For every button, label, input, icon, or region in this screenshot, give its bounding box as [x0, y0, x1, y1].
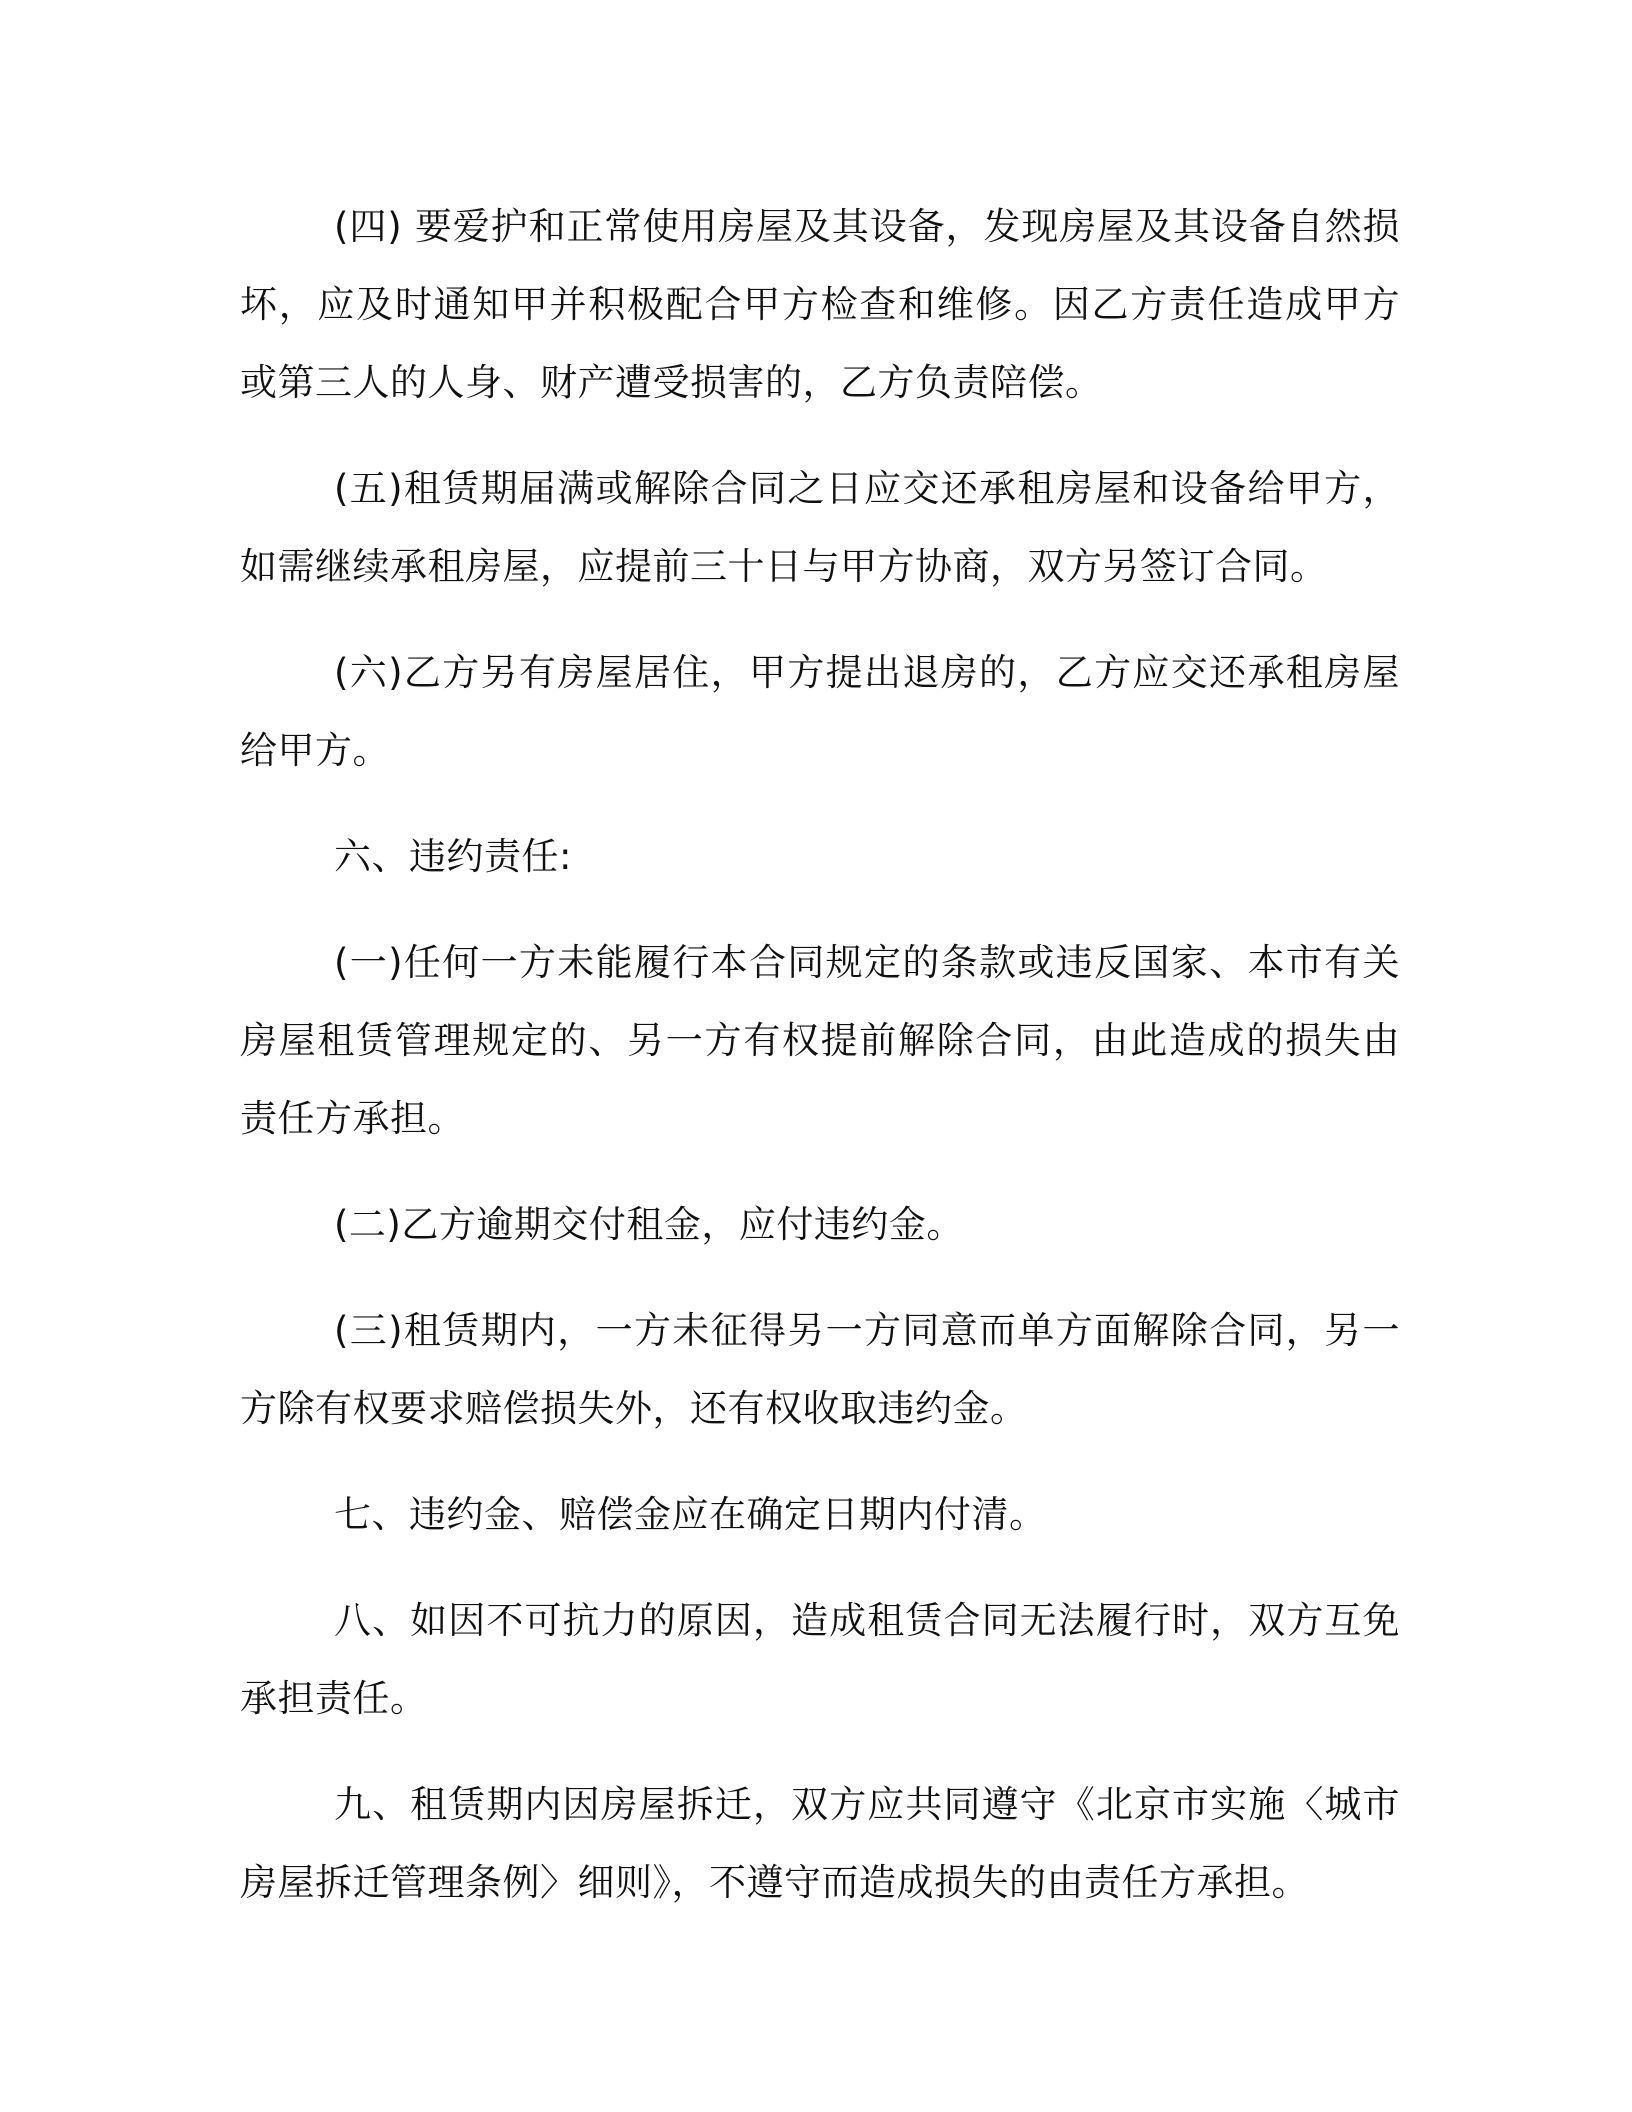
paragraph-breach-1: (一)任何一方未能履行本合同规定的条款或违反国家、本市有关房屋租赁管理规定的、另一方有权提前解除合同，由此造成的损失由责任方承担。: [240, 941, 1400, 1140]
document-page: [240, 188, 1400, 1950]
paragraph-breach-2: (二)乙方逾期交付租金，应付违约金。: [334, 1203, 964, 1246]
section-penalty-payment: 七、违约金、赔偿金应在确定日期内付清。: [334, 1493, 1047, 1536]
paragraph-clause-5: (五)租赁期届满或解除合同之日应交还承租房屋和设备给甲方，如需继续承租房屋，应提前三十日与甲方协商，双方另签订合同。: [240, 467, 1400, 588]
paragraph-breach-3: (三)租赁期内，一方未征得另一方同意而单方面解除合同，另一方除有权要求赔偿损失外，还有权收取违约金。: [240, 1309, 1400, 1430]
paragraph-clause-6: (六)乙方另有房屋居住，甲方提出退房的，乙方应交还承租房屋给甲方。: [240, 651, 1400, 772]
section-demolition: 九、租赁期内因房屋拆迁，双方应共同遵守《北京市实施〈城市房屋拆迁管理条例〉细则》，不遵守而造成损失的由责任方承担。: [240, 1783, 1400, 1904]
section-heading-breach-liability: 六、违约责任:: [334, 835, 572, 878]
paragraph-clause-4: (四) 要爱护和正常使用房屋及其设备，发现房屋及其设备自然损坏，应及时通知甲并积极配合甲方检查和维修。因乙方责任造成甲方或第三人的人身、财产遭受损害的，乙方负责陪偿。: [240, 205, 1400, 404]
section-force-majeure: 八、如因不可抗力的原因，造成租赁合同无法履行时，双方互免承担责任。: [240, 1599, 1400, 1720]
